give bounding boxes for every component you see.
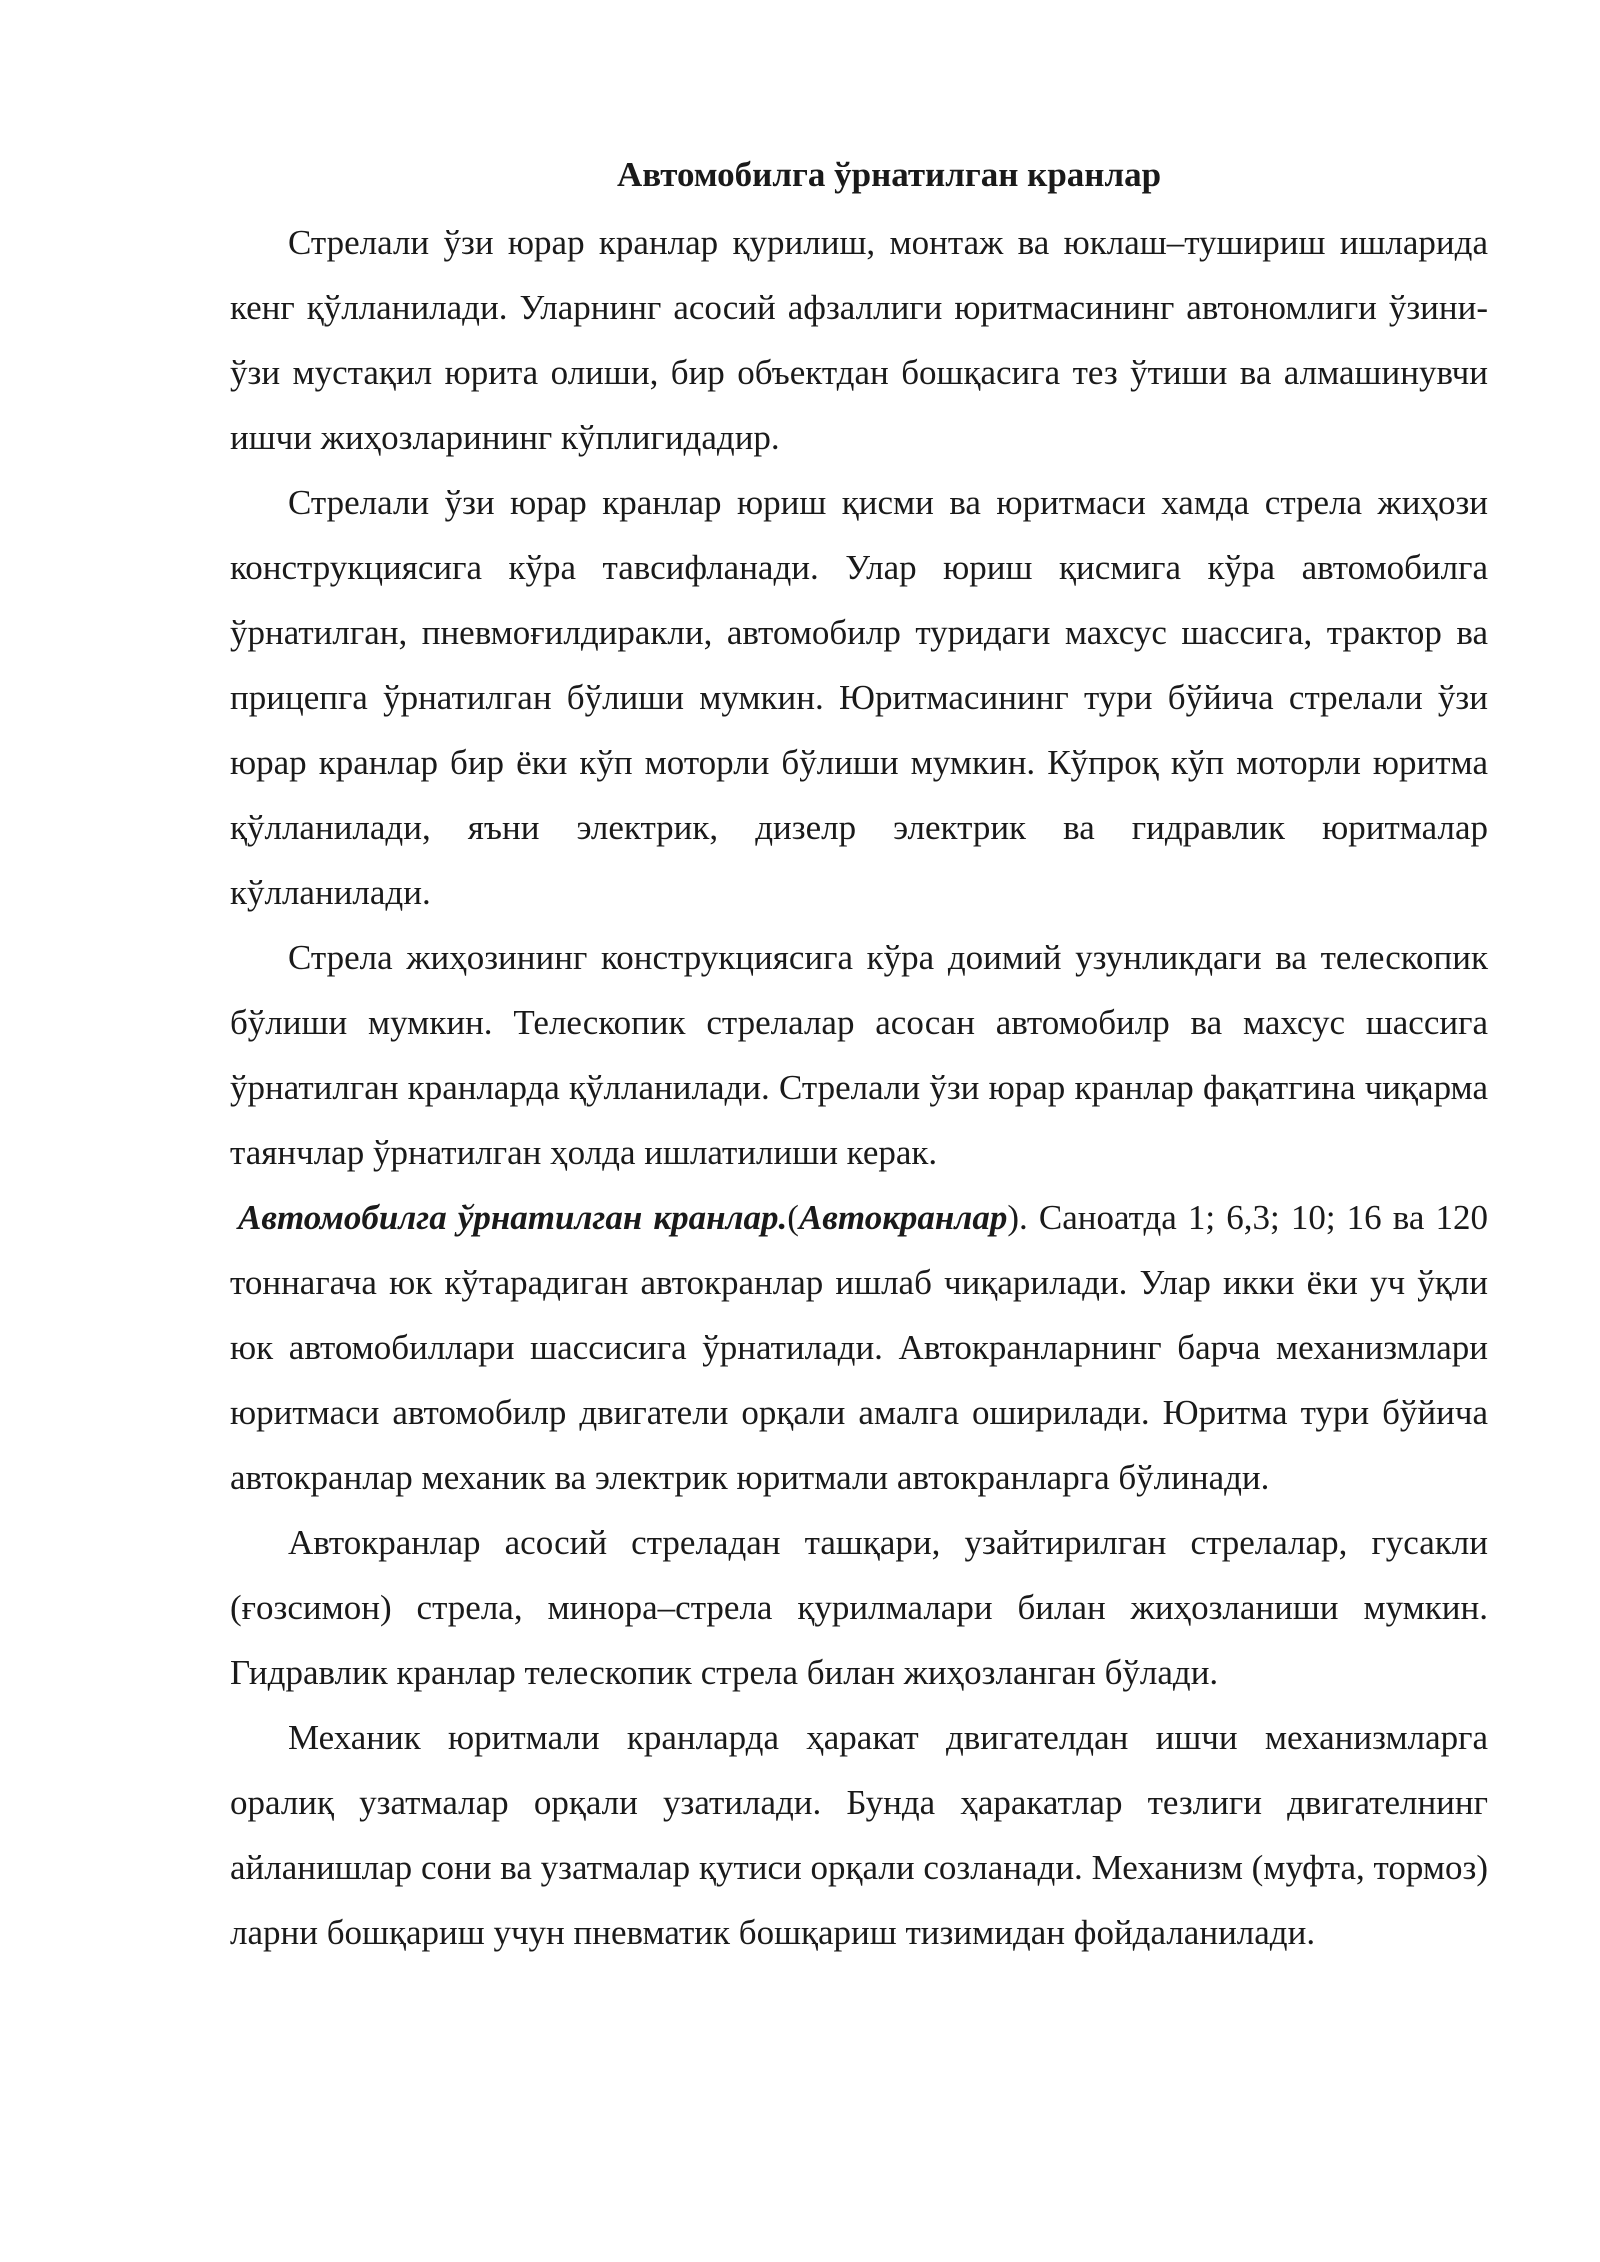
- document-title: Автомобилга ўрнатилган кранлар: [616, 155, 1162, 194]
- paragraph-3: Стрела жиҳозининг конструкциясига кўра доимий узунликдаги ва телескопик бўлиши мумкин. Телескопик стрелалар асосан автомобилр ва махсус шассига ўрнатилган кранларда қўлланилади. Стрелали ўзи юрар кранлар фақатгина чиқарма таянчлар ўрнатилган ҳолда ишлатилиши керак.: [230, 938, 1488, 1172]
- paragraph-2: Стрелали ўзи юрар кранлар юриш қисми ва юритмаси хамда стрела жиҳози конструкциясига кўра тавсифланади. Улар юриш қисмига кўра автомобилга ўрнатилган, пневмоғилдиракли, автомобилр туридаги махсус шассига, трактор ва прицепга ўрнатилган бўлиши мумкин. Юритмасининг тури бўйича стрелали ўзи юрар кранлар бир ёки кўп моторли бўлиши мумкин. Кўпроқ кўп моторли юритма қўлланилади, яъни электрик, дизелр электрик ва гидравлик юритмалар кўлланилади.: [230, 483, 1488, 912]
- document-body: [230, 140, 1488, 1965]
- autocranes-body-text: ). Саноатда 1; 6,3; 10; 16 ва 120 тоннагача юк кўтарадиган автокранлар ишлаб чиқарилади. Улар икки ёки уч ўқли юк автомобиллари шассисига ўрнатилади. Автокранларнинг барча механизмлари юритмаси автомобилр двигатели орқали амалга оширилади. Юритма тури бўйича автокранлар механик ва электрик юритмали автокранларга бўлинади.: [230, 1198, 1488, 1497]
- paragraph-6: Механик юритмали кранларда ҳаракат двигателдан ишчи механизмларга оралиқ узатмалар орқали узатилади. Бунда ҳаракатлар тезлиги двигателнинг айланишлар сони ва узатмалар қутиси орқали созланади. Механизм (муфта, тормоз) ларни бошқариш учун пневматик бошқариш тизимидан фойдаланилади.: [230, 1718, 1488, 1952]
- paragraph-autocranes: [230, 1185, 1488, 1510]
- paragraph-5: Автокранлар асосий стреладан ташқари, узайтирилган стрелалар, гусакли (ғозсимон) стрела, минора–стрела қурилмалари билан жиҳозланиши мумкин. Гидравлик кранлар телескопик стрела билан жиҳозланган бўлади.: [230, 1523, 1488, 1692]
- paren-open: (: [787, 1198, 799, 1237]
- autocranes-lead-heading: Автомобилга ўрнатилган кранлар.: [238, 1198, 788, 1237]
- autocranes-paren-term: Автокранлар: [798, 1198, 1008, 1237]
- paragraph-1: Стрелали ўзи юрар кранлар қурилиш, монтаж ва юклаш–тушириш ишларида кенг қўлланилади. Уларнинг асосий афзаллиги юритмасининг автономлиги ўзини-ўзи мустақил юрита олиши, бир объектдан бошқасига тез ўтиши ва алмашинувчи ишчи жиҳозларининг кўплигидадир.: [230, 223, 1488, 457]
